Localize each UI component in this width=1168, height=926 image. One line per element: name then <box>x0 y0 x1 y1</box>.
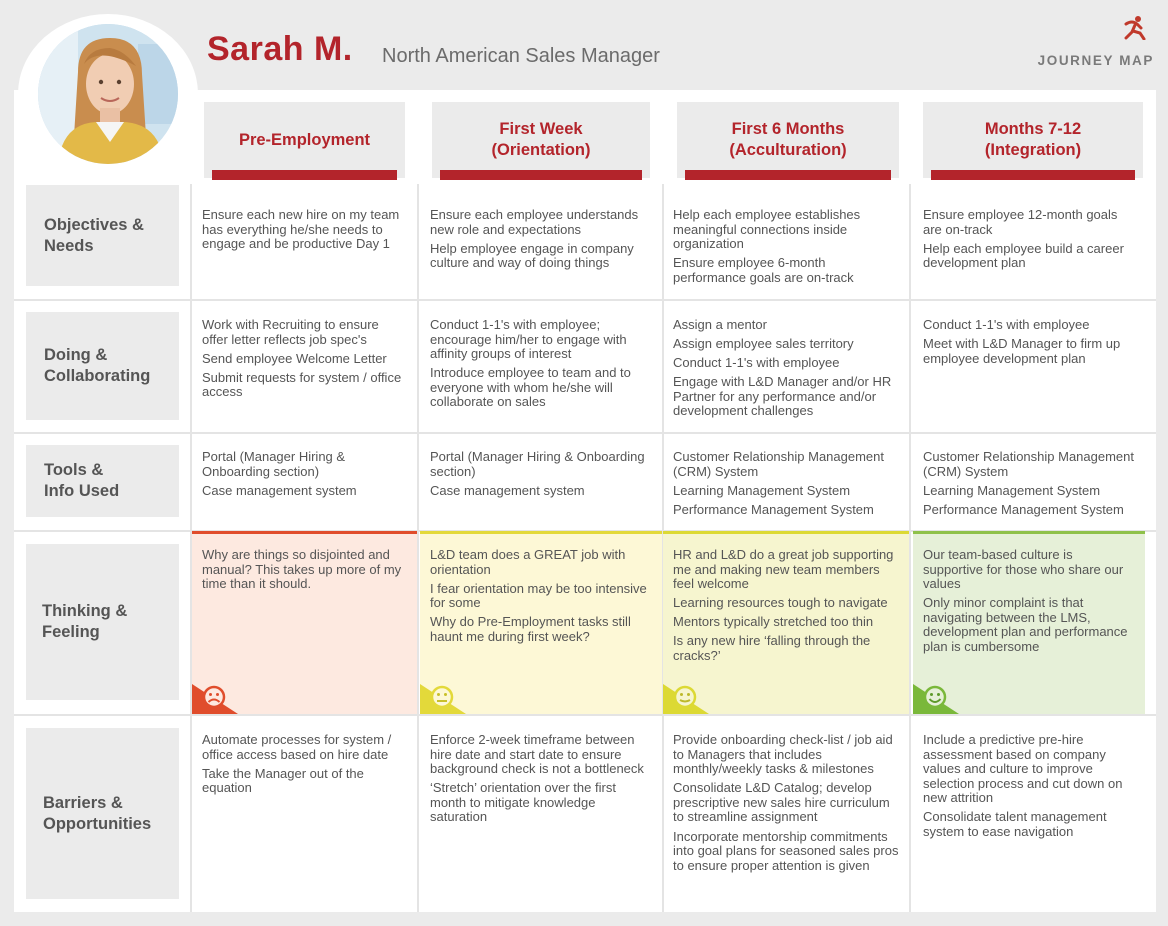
cell-feeling-first-6-months <box>663 531 909 714</box>
row-label-line: Needs <box>44 236 94 255</box>
cell-barriers-months-7-12 <box>913 716 1145 844</box>
row-label-tools <box>26 445 179 517</box>
persona-portrait-icon <box>38 24 178 164</box>
cell-item: Ensure each employee understands new role and expectations <box>430 207 639 237</box>
cell-item: Help employee engage in company culture and way of doing things <box>430 240 634 271</box>
cell-item: Portal (Manager Hiring & Onboarding section) <box>430 449 645 479</box>
cell-barriers-first-6-months <box>663 716 909 878</box>
stage-pre-employment <box>204 102 405 178</box>
sad-face-icon <box>192 684 238 714</box>
cell-item: I fear orientation may be too intensive for some <box>430 580 647 611</box>
cell-doing-pre-employment <box>192 301 417 404</box>
happy-face-icon <box>913 684 959 714</box>
column-divider <box>909 184 911 912</box>
stage-bar <box>931 170 1135 180</box>
cell-objectives-first-week <box>420 185 662 275</box>
cell-tools-first-week <box>420 434 662 503</box>
row-label-line: Collaborating <box>44 367 151 385</box>
stage-subtitle: (Integration) <box>984 141 1082 159</box>
cell-item: Work with Recruiting to ensure offer letter reflects job spec's <box>202 317 379 347</box>
cell-item: Send employee Welcome Letter <box>202 350 387 366</box>
cell-doing-months-7-12 <box>913 301 1145 371</box>
row-label-line: Thinking & <box>42 602 128 620</box>
cell-item: Engage with L&D Manager and/or HR Partner for any performance and/or development challenges <box>673 374 892 419</box>
row-label-thinking <box>26 544 179 700</box>
cell-feeling-first-week <box>420 531 662 714</box>
cell-item: Learning resources tough to navigate <box>673 595 888 611</box>
cell-item: Take the Manager out of the equation <box>202 765 364 796</box>
cell-tools-months-7-12 <box>913 434 1145 522</box>
cell-objectives-months-7-12 <box>913 185 1145 275</box>
brand-logo <box>1014 14 1154 68</box>
cell-feeling-months-7-12 <box>913 531 1145 714</box>
cell-tools-pre-employment <box>192 434 417 503</box>
cell-item: Why do Pre-Employment tasks still haunt me during first week? <box>430 614 631 644</box>
persona-name: Sarah M. <box>207 30 353 68</box>
stage-subtitle: (Orientation) <box>491 141 591 159</box>
brand-text: JOURNEY MAP <box>1037 53 1154 68</box>
cell-item: Ensure employee 12-month goals are on-track <box>923 207 1118 237</box>
stage-bar <box>212 170 397 180</box>
cell-barriers-pre-employment <box>192 716 417 800</box>
cell-item: ‘Stretch’ orientation over the first month to mitigate knowledge saturation <box>430 780 616 825</box>
cell-feeling-pre-employment <box>192 531 417 714</box>
row-label-barriers <box>26 728 179 899</box>
cell-item: Customer Relationship Management (CRM) System <box>673 449 884 479</box>
cell-tools-first-6-months <box>663 434 909 522</box>
row-label-line: Opportunities <box>43 814 152 833</box>
cell-item: Consolidate talent management system to ease navigation <box>923 809 1107 840</box>
stage-months-7-12 <box>923 102 1143 178</box>
cell-item: Case management system <box>430 482 585 498</box>
slight-smile-face-icon <box>663 684 709 714</box>
cell-item: Assign a mentor <box>673 317 767 332</box>
cell-item: Only minor complaint is that navigating between the LMS, development plan and performance plan is cumbersome <box>923 595 1128 655</box>
stage-title: Pre-Employment <box>238 130 371 149</box>
cell-item: Provide onboarding check-list / job aid to Managers that includes monthly/weekly tasks & milestones <box>673 732 893 777</box>
neutral-face-icon <box>420 684 466 714</box>
cell-item: Ensure employee 6-month performance goals are on-track <box>673 255 854 285</box>
cell-item: Mentors typically stretched too thin <box>673 614 874 630</box>
row-label-doing <box>26 312 179 420</box>
cell-doing-first-6-months <box>663 301 909 424</box>
cell-item: Consolidate L&D Catalog; develop prescriptive new sales hire curriculum to streamline assignment <box>673 780 890 825</box>
row-label-line: Objectives & <box>44 215 144 234</box>
stage-first-week <box>432 102 650 178</box>
cell-item: Learning Management System <box>673 482 851 498</box>
cell-item: HR and L&D do a great job supporting me and making new team members feel welcome <box>673 547 894 592</box>
cell-item: Conduct 1-1's with employee; encourage him/her to engage with affinity groups of interest <box>430 317 627 362</box>
column-divider <box>417 184 419 912</box>
row-label-line: Doing & <box>44 346 108 364</box>
cell-objectives-first-6-months <box>663 185 909 290</box>
cell-barriers-first-week <box>420 716 662 830</box>
cell-item: Incorporate mentorship commitments into goal plans for seasoned sales pros to ensure proper attention is given <box>673 828 899 873</box>
cell-item: Performance Management System <box>673 501 874 517</box>
row-label-line: Info Used <box>44 482 120 500</box>
cell-item: Performance Management System <box>923 501 1124 517</box>
cell-item: Help each employee build a career development plan <box>923 240 1124 271</box>
running-figure-icon <box>1122 14 1148 40</box>
row-label-line: Barriers & <box>43 793 123 812</box>
cell-item: Case management system <box>202 482 357 498</box>
cell-item: Our team-based culture is supportive for those who share our values <box>923 547 1124 592</box>
cell-item: Conduct 1-1's with employee <box>923 317 1090 332</box>
cell-item: Meet with L&D Manager to firm up employee development plan <box>923 336 1121 366</box>
avatar <box>38 24 178 164</box>
cell-item: Learning Management System <box>923 482 1101 498</box>
cell-item: L&D team does a GREAT job with orientation <box>430 547 626 577</box>
cell-item: Assign employee sales territory <box>673 336 854 352</box>
stage-title: Months 7-12 <box>984 120 1082 138</box>
stage-first-6-months <box>677 102 899 178</box>
stage-title: First Week <box>499 120 583 138</box>
cell-item: Portal (Manager Hiring & Onboarding section) <box>202 449 346 479</box>
avatar-frame <box>18 14 198 174</box>
row-label-line: Tools & <box>44 461 104 479</box>
row-label-objectives <box>26 185 179 286</box>
cell-item: Introduce employee to team and to everyone with whom he/she will collaborate on sales <box>430 365 631 410</box>
cell-doing-first-week <box>420 301 662 415</box>
cell-item: Ensure each new hire on my team has everything he/she needs to engage and be productive Day 1 <box>202 207 400 252</box>
row-label-line: Feeling <box>42 623 100 641</box>
stage-title: First 6 Months <box>731 120 845 138</box>
stage-subtitle: (Acculturation) <box>729 141 847 159</box>
cell-item: Conduct 1-1's with employee <box>673 355 840 371</box>
cell-item: Automate processes for system / office access based on hire date <box>202 732 392 762</box>
cell-item: Is any new hire ‘falling through the cracks?’ <box>673 633 871 664</box>
cell-item: Why are things so disjointed and manual? This takes up more of my time than it should. <box>202 547 402 592</box>
cell-item: Enforce 2-week timeframe between hire date and start date to ensure background check is not a bottleneck <box>430 732 644 777</box>
cell-item: Submit requests for system / office access <box>202 369 402 400</box>
stage-bar <box>685 170 891 180</box>
cell-item: Customer Relationship Management (CRM) System <box>923 449 1134 479</box>
cell-item: Include a predictive pre-hire assessment based on company values and culture to improve selection process and cut down on new attrition <box>923 732 1123 806</box>
cell-objectives-pre-employment <box>192 185 417 256</box>
persona-role: North American Sales Manager <box>382 45 660 67</box>
stage-bar <box>440 170 642 180</box>
cell-item: Help each employee establishes meaningful connections inside organization <box>673 207 861 252</box>
journey-map-board <box>14 90 1156 912</box>
